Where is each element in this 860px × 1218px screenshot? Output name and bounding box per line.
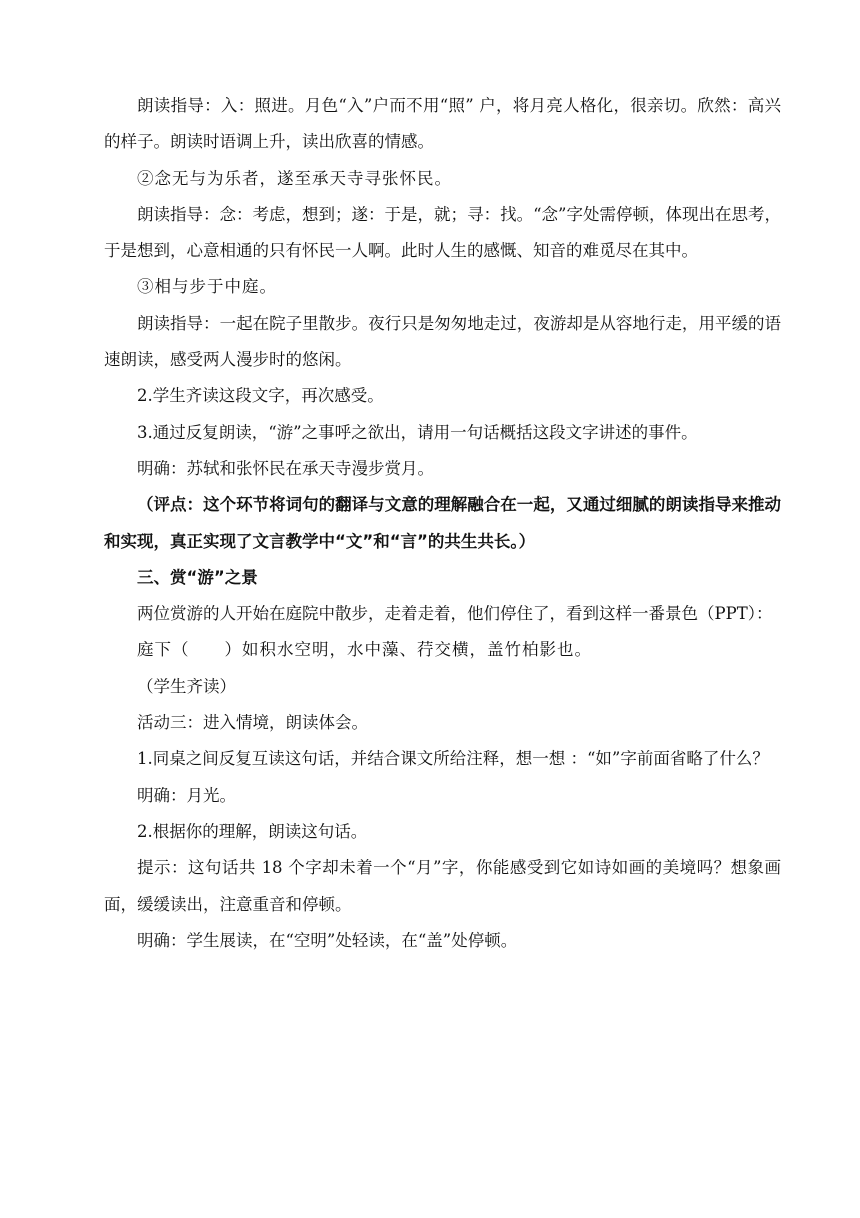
paragraph-class-reading: （学生齐读） [137, 676, 236, 696]
paragraph-answer-reading: 明确：学生展读，在“空明”处轻读，在“盖”处停顿。 [137, 930, 518, 950]
paragraph-hint: 提示：这句话共 18 个字却未着一个“月”字，你能感受到它如诗如画的美境吗？想象画面，缓缓读出，注意重音和停顿。 [104, 858, 781, 914]
paragraph-step-3: 3.通过反复朗读，“游”之事呼之欲出，请用一句话概括这段文字讲述的事件。 [137, 422, 698, 442]
paragraph-reading-guide-nian: 朗读指导：念：考虑，想到；遂：于是，就；寻：找。“念”字处需停顿，体现出在思考，于是想到，心意相通的只有怀民一人啊。此时人生的感慨、知音的难觅尽在其中。 [104, 204, 781, 261]
paragraph-step-2: 2.学生齐读这段文字，再次感受。 [137, 386, 384, 406]
paragraph-answer-event: 明确：苏轼和张怀民在承天寺漫步赏月。 [137, 458, 434, 478]
paragraph-quote-tingxia: 庭下（ ）如积水空明，水中藻、荇交横，盖竹柏影也。 [137, 640, 592, 660]
paragraph-scene-intro: 两位赏游的人开始在庭院中散步，走着走着，他们停住了，看到这样一番景色（PPT）： [137, 604, 773, 624]
paragraph-answer-moonlight: 明确：月光。 [137, 785, 236, 805]
paragraph-quote-xiangyu: ③相与步于中庭。 [137, 277, 277, 297]
paragraph-activity-3: 活动三：进入情境，朗读体会。 [137, 713, 368, 733]
paragraph-reading-guide-xiangyu: 朗读指导：一起在院子里散步。夜行只是匆匆地走过，夜游却是从容地行走，用平缓的语速朗读，感受两人漫步时的悠闲。 [104, 313, 781, 370]
paragraph-quote-nian: ②念无与为乐者，遂至承天寺寻张怀民。 [137, 168, 452, 188]
section-heading-3: 三、赏“游”之景 [137, 567, 258, 587]
paragraph-comment: （评点：这个环节将词句的翻译与文意的理解融合在一起，又通过细腻的朗读指导来推动和实现，真正实现了文言教学中“文”和“言”的共生共长。） [104, 495, 781, 551]
document-body [104, 88, 781, 959]
paragraph-reading-guide-ru: 朗读指导：入：照进。月色“入”户而不用“照” 户，将月亮人格化，很亲切。欣然：高兴的样子。朗读时语调上升，读出欣喜的情感。 [104, 96, 781, 152]
paragraph-activity-step-2: 2.根据你的理解，朗读这句话。 [137, 821, 368, 841]
paragraph-activity-step-1: 1.同桌之间反复互读这句话，并结合课文所给注释，想一想 ：“如”字前面省略了什么？ [137, 749, 769, 769]
